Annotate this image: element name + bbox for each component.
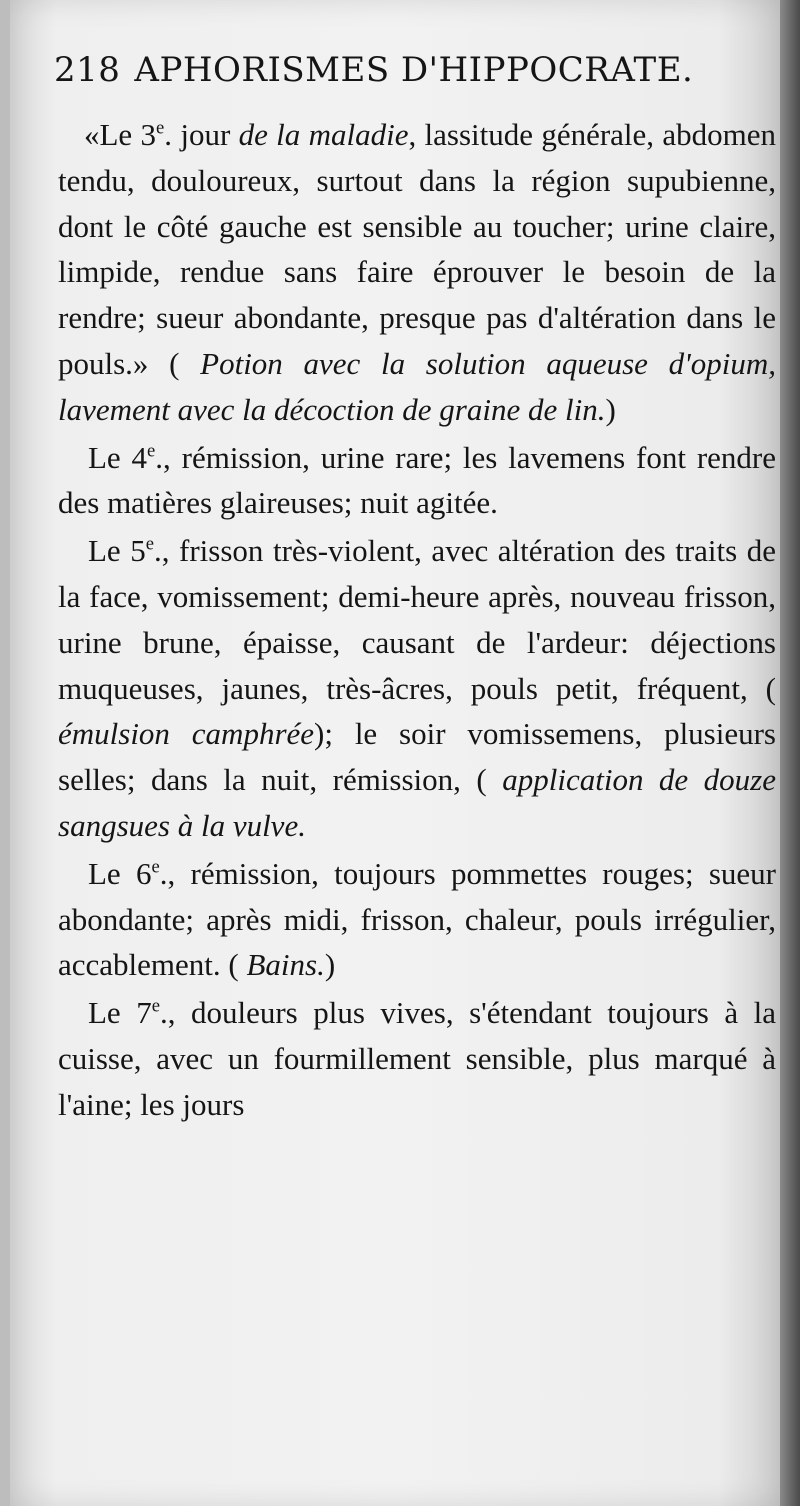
body-text [58,112,776,1128]
paragraph-day-5: Le 5e., frisson très-violent, avec altération des traits de la face, vomissement; demi-heure après, nouveau frisson, urine brune, épaisse, causant de l'ardeur: déjections muqueuses, jaunes, très-âcres, pouls petit, fréquent, ( émulsion camphrée); le soir vomissemens, plusieurs selles; dans la nuit, rémission, ( application de douze sangsues à la vulve. [58,533,777,843]
paragraph-day-3: «Le 3e. jour de la maladie, lassitude générale, abdomen tendu, douloureux, surtout dans la région supubienne, dont le côté gauche est sensible au toucher; urine claire, limpide, rendue sans faire éprouver le besoin de la rendre; sueur abondante, presque pas d'altération dans le pouls.» ( Potion avec la solution aqueuse d'opium, lavement avec la décoction de graine de lin.) [58,117,777,427]
book-page [10,0,780,1506]
page-binding-edge [780,0,800,1506]
page-number: 218 [54,50,121,90]
paragraph-day-6: Le 6e., rémission, toujours pommettes rouges; sueur abondante; après midi, frisson, chaleur, pouls irrégulier, accablement. ( Bains.) [58,855,776,983]
paragraph-day-4: Le 4e., rémission, urine rare; les lavemens font rendre des matières glaireuses; nuit agitée. [58,439,776,521]
running-title: APHORISMES D'HIPPOCRATE. [134,50,694,90]
paragraph-day-7: Le 7e., douleurs plus vives, s'étendant toujours à la cuisse, avec un fourmillement sensible, plus marqué à l'aine; les jours [58,995,776,1122]
running-header [54,50,754,90]
